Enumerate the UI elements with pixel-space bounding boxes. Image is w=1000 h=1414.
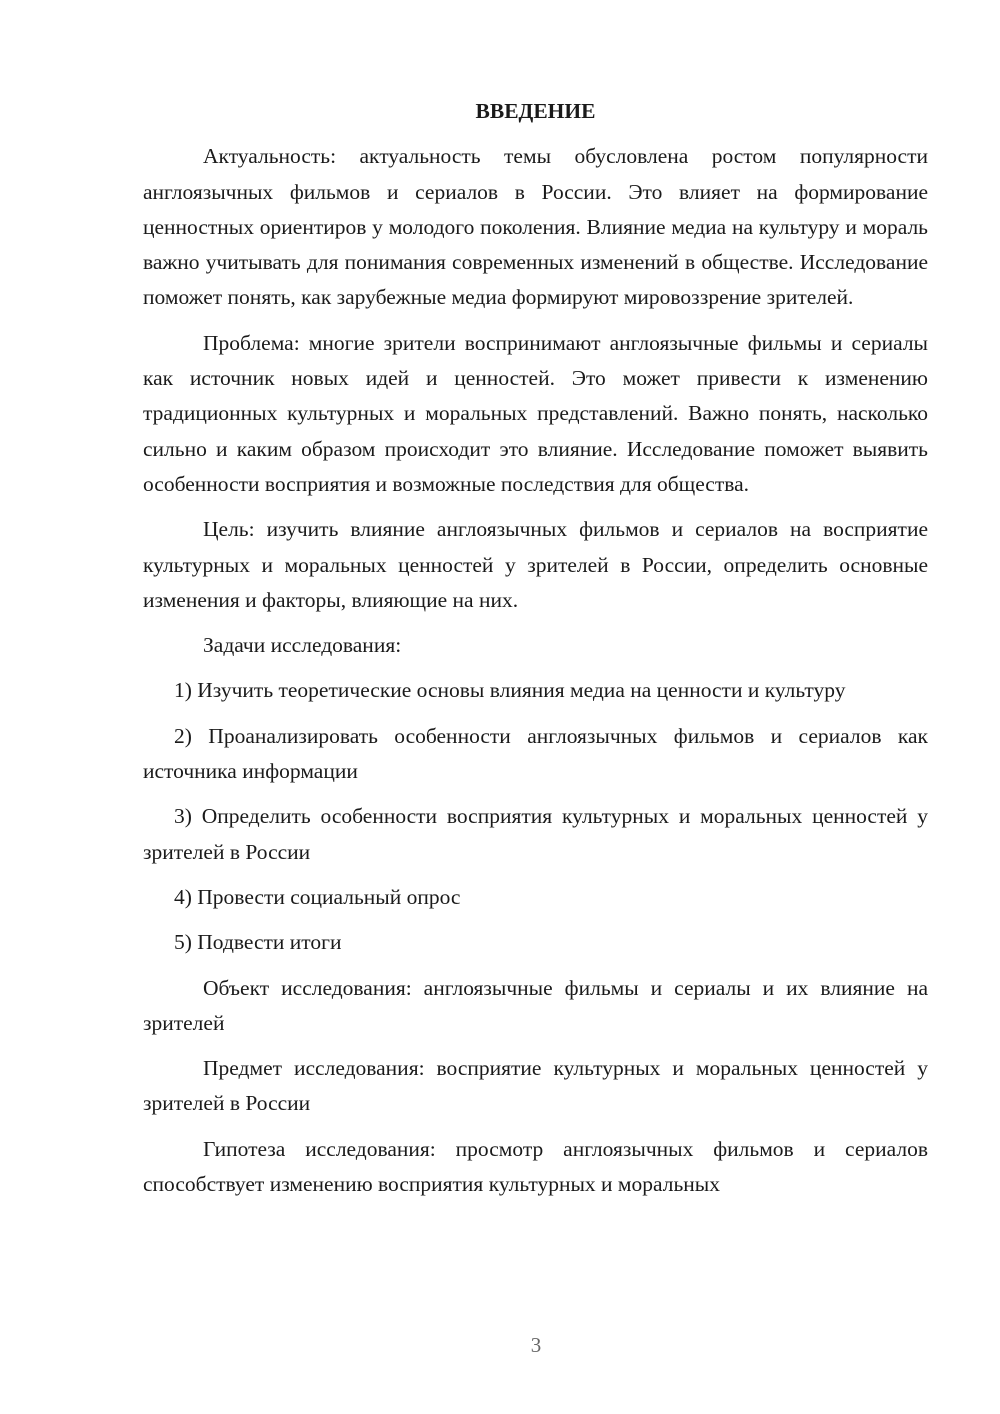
task-item: 4) Провести социальный опрос [174,884,461,909]
document-page [143,94,928,1202]
paragraph-tasks-heading: Задачи исследования: [203,633,402,658]
paragraph-relevance: Актуальность: актуальность темы обусловлена ростом популярности англоязычных фильмов и сериалов в России. Это влияет на формирование ценностных ориентиров у молодого поколения. Влияние медиа на культуру и мораль важно учитывать для понимания современных изменений в обществе. Исследование поможет понять, как зарубежные медиа формируют мировоззрение зрителей. [143,144,928,310]
paragraph-hypothesis: Гипотеза исследования: просмотр англоязычных фильмов и сериалов способствует изменению восприятия культурных и моральных [143,1136,928,1197]
page-number: 3 [530,1333,542,1357]
paragraph-object: Объект исследования: англоязычные фильмы и сериалы и их влияние на зрителей [143,975,928,1035]
task-item: 3) Определить особенности восприятия культурных и моральных ценностей у зрителей в России [143,804,928,864]
task-item: 5) Подвести итоги [174,930,342,955]
task-item: 1) Изучить теоретические основы влияния медиа на ценности и культуру [174,678,846,703]
task-item: 2) Проанализировать особенности англоязычных фильмов и сериалов как источника информации [143,723,928,784]
paragraph-subject: Предмет исследования: восприятие культурных и моральных ценностей у зрителей в России [143,1056,928,1116]
paragraph-problem: Проблема: многие зрители воспринимают англоязычные фильмы и сериалы как источник новых идей и ценностей. Это может привести к изменению традиционных культурных и моральных представлений. Важно понять, насколько сильно и каким образом происходит это влияние. Исследование поможет выявить особенности восприятия и возможные последствия для общества. [143,330,928,496]
section-title: ВВЕДЕНИЕ [475,99,596,123]
paragraph-goal: Цель: изучить влияние англоязычных фильмов и сериалов на восприятие культурных и моральных ценностей у зрителей в России, определить основные изменения и факторы, влияющие на них. [143,517,928,612]
